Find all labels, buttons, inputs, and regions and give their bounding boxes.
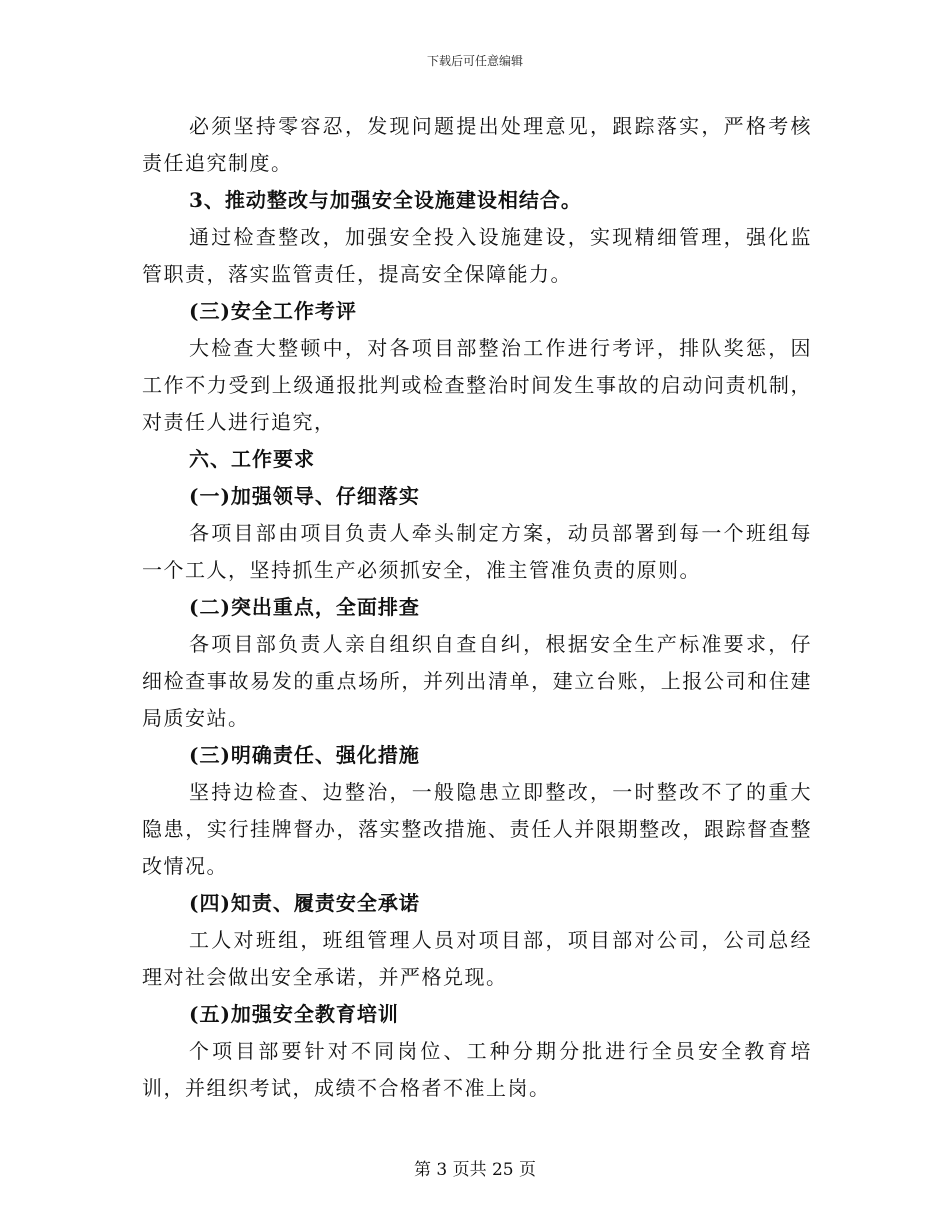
page-footer: 第 3 页共 25 页 — [413, 1160, 537, 1180]
section-heading: 六、工作要求 — [189, 447, 315, 471]
paragraph: 通过检查整改，加强安全投入设施建设，实现精细管理，强化监管职责，落实监管责任，提高安全保障能力。 — [142, 225, 812, 286]
section-heading: (三)安全工作考评 — [189, 299, 357, 323]
paragraph: 必须坚持零容忍，发现问题提出处理意见，跟踪落实，严格考核责任追究制度。 — [142, 114, 812, 175]
document-body — [142, 108, 812, 1107]
section-heading: (五)加强安全教育培训 — [189, 1002, 399, 1026]
section-heading: (一)加强领导、仔细落实 — [189, 484, 420, 508]
page-header-note: 下载后可任意编辑 — [426, 54, 523, 68]
paragraph: 大检查大整顿中，对各项目部整治工作进行考评，排队奖惩，因工作不力受到上级通报批判或检查整治时间发生事故的启动问责机制，对责任人进行追究， — [142, 336, 812, 434]
section-heading: 3、推动整改与加强安全设施建设相结合。 — [189, 188, 582, 212]
paragraph: 个项目部要针对不同岗位、工种分期分批进行全员安全教育培训，并组织考试，成绩不合格者不准上岗。 — [142, 1039, 812, 1100]
section-heading: (四)知责、履责安全承诺 — [189, 891, 420, 915]
paragraph: 各项目部由项目负责人牵头制定方案，动员部署到每一个班组每一个工人，坚持抓生产必须抓安全，准主管准负责的原则。 — [142, 521, 812, 582]
paragraph: 工人对班组，班组管理人员对项目部，项目部对公司，公司总经理对社会做出安全承诺，并严格兑现。 — [142, 928, 812, 989]
paragraph: 坚持边检查、边整治，一般隐患立即整改，一时整改不了的重大隐患，实行挂牌督办，落实整改措施、责任人并限期整改，跟踪督查整改情况。 — [142, 780, 812, 878]
section-heading: (三)明确责任、强化措施 — [189, 743, 420, 767]
section-heading: (二)突出重点，全面排查 — [189, 595, 420, 619]
paragraph: 各项目部负责人亲自组织自查自纠，根据安全生产标准要求，仔细检查事故易发的重点场所，并列出清单，建立台账，上报公司和住建局质安站。 — [142, 632, 812, 730]
